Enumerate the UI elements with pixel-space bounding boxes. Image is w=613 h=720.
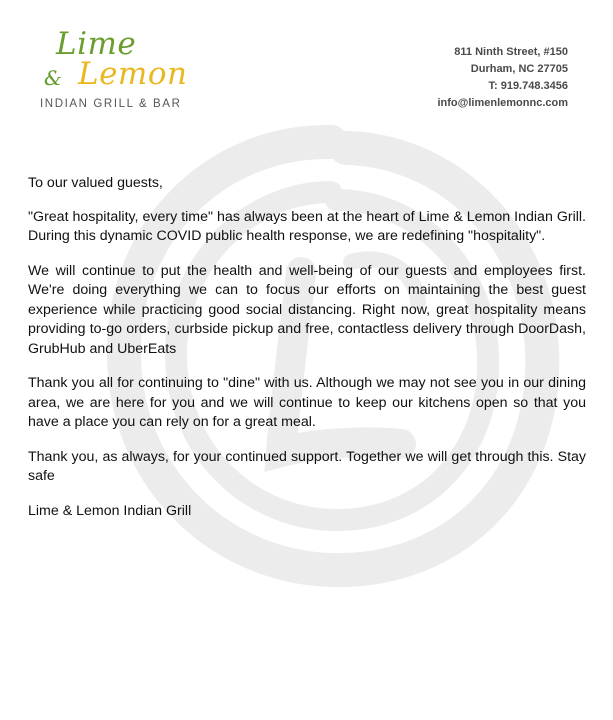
- address-city: Durham, NC 27705: [470, 63, 568, 75]
- logo-name-lime: Lime: [56, 26, 137, 62]
- letter-paragraph: Thank you, as always, for your continued support. Together we will get through this. Stay safe: [28, 448, 586, 484]
- logo-name-lemon: Lemon: [78, 56, 188, 92]
- logo-ampersand: &: [44, 66, 62, 90]
- logo-tagline: INDIAN GRILL & BAR: [40, 98, 182, 110]
- brand-logo: [40, 26, 220, 118]
- letter-paragraph: Thank you all for continuing to "dine" with us. Although we may not see you in our dining area, we are here for you and we will continue to keep our kitchens open so that you have a place you can rely on for a great meal.: [28, 375, 586, 430]
- letter-greeting: To our valued guests,: [28, 175, 163, 191]
- address-street: 811 Ninth Street, #150: [454, 46, 568, 58]
- letter-paragraph: We will continue to put the health and well-being of our guests and employees first. We're doing everything we can to focus our efforts on maintaining the best guest experience while practicing good social distancing. Right now, great hospitality means providing to-go orders, curbside pickup and free, contactless delivery through DoorDash, GrubHub and UberEats: [28, 262, 586, 357]
- address-email: info@limenlemonnc.com: [437, 97, 568, 109]
- address-block: [437, 44, 568, 112]
- letter-paragraph: "Great hospitality, every time" has always been at the heart of Lime & Lemon Indian Grill. During this dynamic COVID public health response, we are redefining "hospitality".: [28, 208, 586, 244]
- letter-body: [28, 174, 586, 536]
- letter-signature: Lime & Lemon Indian Grill: [28, 502, 192, 519]
- address-phone: T: 919.748.3456: [488, 80, 568, 92]
